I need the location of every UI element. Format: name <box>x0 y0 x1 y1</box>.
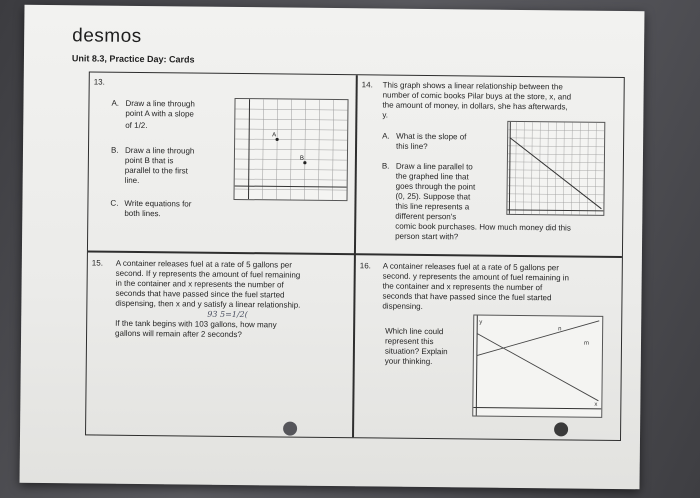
q16-line4: seconds that have passed since the fuel started <box>382 291 552 303</box>
q13-a-line2: point A with a slope <box>125 108 194 119</box>
q13-a-label: A. <box>111 98 120 108</box>
q14-b-line3: goes through the point <box>395 181 476 192</box>
q13-c-label: C. <box>110 198 119 208</box>
q14-b-line1: Draw a line parallel to <box>395 161 473 172</box>
q16-line2: second. y represents the amount of fuel remaining in <box>382 271 570 283</box>
q15-handwriting: 93 5=1/2( <box>207 309 248 320</box>
q16-ask-line3: situation? Explain <box>384 346 448 357</box>
q14-b-label: B. <box>381 161 390 171</box>
worksheet-page <box>20 5 645 489</box>
card-15-number: 15. <box>91 258 103 268</box>
q13-point-a-label: A <box>272 132 277 139</box>
q15-line3: in the container and x represents the number of <box>115 278 284 290</box>
q14-b-line2: the graphed line that <box>395 171 469 182</box>
q16-line-n-label: n <box>558 326 562 333</box>
q14-b-line7: comic book purchases. How much money did this <box>395 221 571 233</box>
q14-b-line5: this line represents a <box>395 201 470 212</box>
q14-b-line6: different person's <box>395 211 457 222</box>
q16-line-m <box>476 334 599 401</box>
q13-b-line1: Draw a line through <box>124 145 195 156</box>
q13-coordinate-grid <box>233 98 348 201</box>
q13-b-line3: parallel to the first <box>124 165 188 176</box>
q14-intro-line1: This graph shows a linear relationship between the <box>382 80 563 92</box>
q16-line3: the container and x represents the number of <box>382 281 543 293</box>
card-16-number: 16. <box>359 261 371 271</box>
card-14-number: 14. <box>361 80 373 90</box>
q15-line1: A container releases fuel at a rate of 5 gallons per <box>115 258 292 270</box>
q16-ask-line1: Which line could <box>385 326 444 337</box>
q14-a-label: A. <box>382 131 390 141</box>
q16-axis-y-label: y <box>479 319 483 326</box>
q13-point-b-label: B <box>299 155 304 162</box>
worksheet-subtitle: Unit 8.3, Practice Day: Cards <box>71 53 195 65</box>
q13-a-line3: of 1/2. <box>125 120 148 131</box>
q14-b-line4: (0, 25). Suppose that <box>395 191 471 202</box>
q15-line5: dispensing, then x and y satisfy a linear relationship. <box>115 298 301 310</box>
q15-line6: If the tank begins with 103 gallons, how many <box>115 318 277 330</box>
q16-axis-x-label: x <box>594 401 598 408</box>
q13-b-line4: line. <box>124 175 140 185</box>
q13-a-line1: Draw a line through <box>125 98 195 109</box>
q14-comic-graph <box>506 121 605 216</box>
divider-vertical <box>352 75 357 437</box>
binder-hole-right <box>554 422 568 436</box>
q16-line-n <box>477 320 599 357</box>
q16-fuel-graph <box>472 314 603 417</box>
q13-c-line2: both lines. <box>124 208 161 219</box>
q15-line2: second. If y represents the amount of fuel remaining <box>115 268 301 280</box>
q13-b-line2: point B that is <box>124 155 174 166</box>
q14-intro-line3: the amount of money, in dollars, she has afterwards, <box>382 100 568 112</box>
q13-c-line1: Write equations for <box>124 198 192 209</box>
q16-ask-line4: your thinking. <box>384 356 433 367</box>
q14-a-line2: this line? <box>396 141 428 151</box>
q14-intro-line2: number of comic books Pilar buys at the store, x, and <box>382 90 572 102</box>
q15-line7: gallons will remain after 2 seconds? <box>115 328 242 340</box>
desmos-logo: desmos <box>72 25 142 47</box>
q14-a-line1: What is the slope of <box>396 131 467 142</box>
q16-ask-line2: represent this <box>384 336 434 347</box>
card-13-number: 13. <box>93 77 105 87</box>
binder-hole-left <box>283 421 297 435</box>
cards-frame <box>85 71 625 441</box>
q14-intro-line4: y. <box>382 110 389 120</box>
q16-line-m-label: m <box>583 340 590 347</box>
q16-line1: A container releases fuel at a rate of 5 gallons per <box>382 261 559 273</box>
q13-b-label: B. <box>110 145 119 155</box>
q14-b-line8: person start with? <box>395 231 459 242</box>
q16-line5: dispensing. <box>382 301 423 311</box>
q15-line4: seconds that have passed since the fuel started <box>115 288 285 300</box>
